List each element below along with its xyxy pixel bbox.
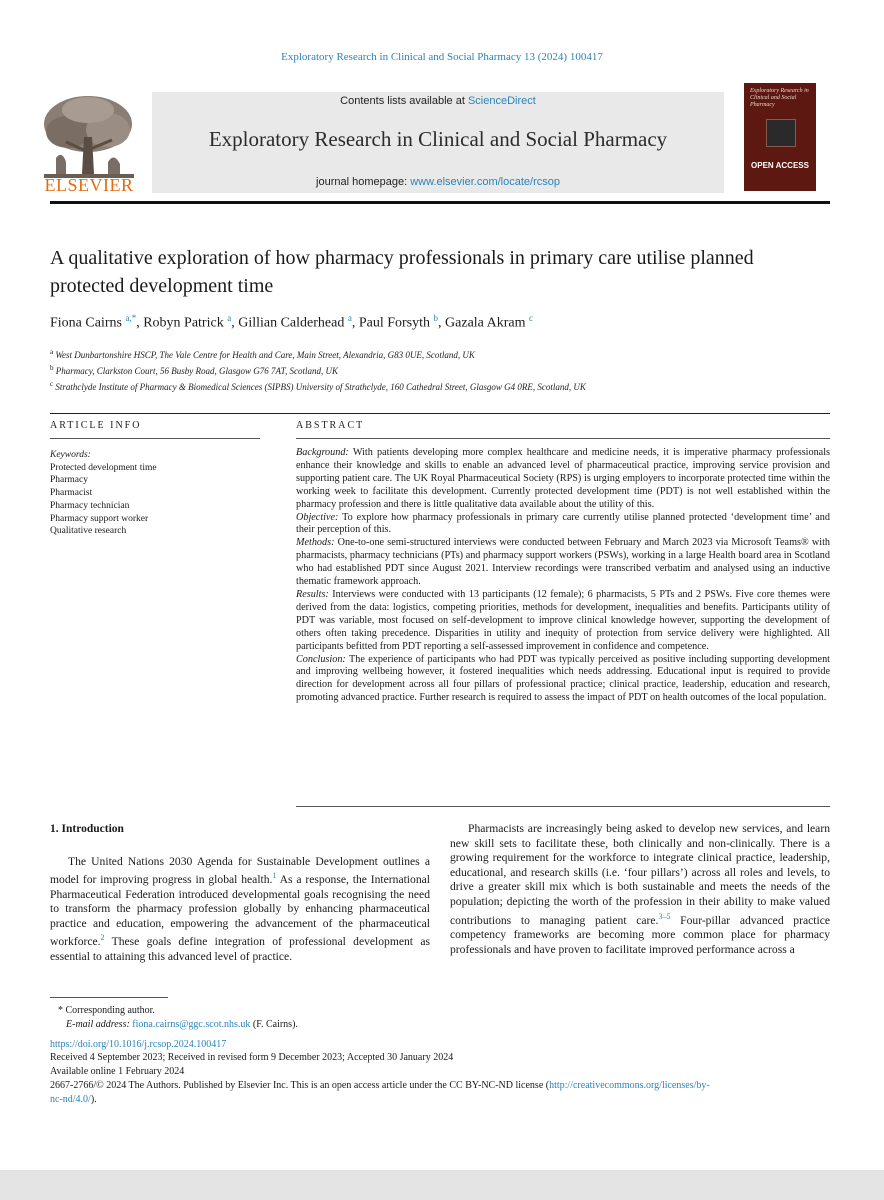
open-access-badge: OPEN ACCESS xyxy=(751,161,809,170)
contents-lists-line xyxy=(152,95,724,107)
available-online: Available online 1 February 2024 xyxy=(50,1066,185,1078)
section-label: Objective: xyxy=(296,511,339,523)
body-column-left xyxy=(50,822,430,964)
section-text: One-to-one semi-structured interviews were conducted between February and March 2023 via Microsoft Teams® with pharmacists, pharmacy technicians (PTs) and pharmacy support workers (PSWs), working in a large Health board area in Scotland who had established PDT since August 2021. Interview recordings were transcribed verbatim and analysed using an inductive thematic framework approach. xyxy=(296,537,830,588)
reference-link[interactable]: 2 xyxy=(100,933,105,943)
affiliation-text: Strathclyde Institute of Pharmacy & Biomedical Sciences (SIPBS) University of Strathclyde, 160 Cathedral Street, Glasgow G4 0RE, Scotland, UK xyxy=(55,382,586,392)
affiliation-mark: c xyxy=(50,380,54,388)
license-line xyxy=(50,1079,830,1093)
body-column-right xyxy=(450,822,830,957)
author-affiliation-mark[interactable]: a xyxy=(347,313,352,323)
author-name: Gazala Akram xyxy=(445,315,526,331)
author-name: Fiona Cairns xyxy=(50,315,122,331)
journal-cover-thumbnail[interactable] xyxy=(744,83,816,191)
header-divider xyxy=(50,201,830,204)
abstract-objective xyxy=(296,512,830,538)
section-label: Methods: xyxy=(296,537,335,549)
keyword: Pharmacy technician xyxy=(50,500,130,511)
abstract-results xyxy=(296,589,830,654)
journal-citation[interactable]: Exploratory Research in Clinical and Social Pharmacy 13 (2024) 100417 xyxy=(281,51,603,63)
author-affiliation-mark[interactable]: c xyxy=(529,313,533,323)
keyword: Qualitative research xyxy=(50,526,127,537)
cover-title: Exploratory Research in Clinical and Social Pharmacy xyxy=(750,88,809,108)
section-text: Interviews were conducted with 13 participants (12 female); 6 pharmacists, 5 PTs and 2 PSWs. Five core themes were derived from the data: logistics, competing priorities, methods for development, inequalities and benefits. Participants utility of PDT was variable, most focused on self-development to improve clinical knowledge however, supporting the development of others often taking precedence. Disparities in utility and inequity of protection from service delivery were highlighted. All participants befitted from PDT reporting a self-assessed improvement in confidence and competence. xyxy=(296,588,830,652)
viewer-background xyxy=(0,1170,884,1200)
section-text: With patients developing more complex healthcare and medicine needs, it is imperative pharmacy professionals enhance their knowledge and skills to enable an advanced level of pharmaceutical practice, improving service provision and supporting patient care. The UK Royal Pharmaceutical Society (RPS) is urging employers to incorporate protected time within the working week to facilitate this development. Currently protected development time (PDT) is not well established within the pharmacy profession and there is little qualitative data available about the utility of this. xyxy=(296,447,830,510)
author-affiliation-mark[interactable]: a,* xyxy=(125,313,137,323)
corresponding-author-note: * Corresponding author. xyxy=(58,1005,155,1016)
keyword: Pharmacist xyxy=(50,488,93,499)
abstract-conclusion xyxy=(296,654,830,706)
abstract-background xyxy=(296,447,830,512)
contents-prefix: Contents lists available at xyxy=(340,95,468,107)
received-dates: Received 4 September 2023; Received in revised form 9 December 2023; Accepted 30 January 2024 xyxy=(50,1052,454,1064)
email-link[interactable]: fiona.cairns@ggc.scot.nhs.uk xyxy=(132,1018,251,1030)
homepage-prefix: journal homepage: xyxy=(316,176,411,188)
affiliation-line xyxy=(50,378,830,394)
doi-line xyxy=(50,1038,830,1052)
email-suffix: (F. Cairns). xyxy=(250,1018,298,1030)
author-name: Paul Forsyth xyxy=(358,315,431,331)
keywords-block xyxy=(50,449,260,538)
reference-link[interactable]: 1 xyxy=(272,871,277,881)
journal-homepage-link[interactable]: www.elsevier.com/locate/rcsop xyxy=(410,176,560,188)
abstract-body xyxy=(296,447,830,705)
author-list: Fiona Cairns $^{a,*}$, Robyn Patrick $^a$, Gillian Calderhead $^a$, Paul Forsyth $^b$, Gazala Akram $^c$ xyxy=(50,313,533,331)
journal-homepage-line xyxy=(152,176,724,188)
license-link[interactable]: nc-nd/4.0/ xyxy=(50,1093,91,1105)
body-text: Pharmacists are increasingly being asked to develop new services, and learn new skill sets to facilitate these, both clinically and non-clinically. There is a growing requirement for the workforce to integrate clinical practice, leadership, educational, and research skills (i.e. ‘four pillars’) across all roles and levels, to drive a greater skill mix which is both sustainable and meets the needs of the population; depicting the worth of the profession in their ability to make valued contributions to managing patient care. xyxy=(450,822,830,927)
abstract-rule xyxy=(296,438,830,439)
keyword: Pharmacy xyxy=(50,475,88,486)
body-paragraph xyxy=(450,822,830,957)
email-line xyxy=(50,1018,830,1032)
author-affiliation-mark[interactable]: a xyxy=(227,313,232,323)
affiliation-text: Pharmacy, Clarkston Court, 56 Busby Road, Glasgow G76 7AT, Scotland, UK xyxy=(55,366,338,376)
body-text: These goals define integration of professional development as essential to attaining this advanced level of practice. xyxy=(50,935,430,963)
affiliation-mark: a xyxy=(50,348,54,356)
license-text: 2667-2766/© 2024 The Authors. Published by Elsevier Inc. This is an open access article under the CC BY-NC-ND license ( xyxy=(50,1079,550,1091)
journal-title: Exploratory Research in Clinical and Social Pharmacy xyxy=(208,127,668,151)
body-text: As a response, the International Pharmaceutical Federation introduced developmental goals recognising the need to transform the pharmacy profession globally by enhancing pharmaceutical practice and education, empowering the advancement of the pharmaceutical workforce. xyxy=(50,873,430,949)
section-label: Background: xyxy=(296,447,349,458)
author-affiliation-mark[interactable]: b xyxy=(433,313,439,323)
keyword: Pharmacy support worker xyxy=(50,513,149,524)
keyword: Protected development time xyxy=(50,462,157,473)
cover-image xyxy=(766,119,796,147)
doi-link[interactable]: https://doi.org/10.1016/j.rcsop.2024.100417 xyxy=(50,1038,227,1050)
footnotes xyxy=(50,1004,830,1107)
author-name: Gillian Calderhead xyxy=(238,315,345,331)
body-paragraph xyxy=(50,855,430,965)
body-text: Four-pillar advanced practice competency frameworks are becoming more common place for pharmacy professionals and have proven to facilitate improved performance across a xyxy=(450,913,830,956)
section-label: Conclusion: xyxy=(296,653,346,665)
license-text: ). xyxy=(90,1093,97,1105)
affiliations-divider xyxy=(50,413,830,414)
journal-header xyxy=(152,92,724,193)
article-info-rule xyxy=(50,438,260,439)
reference-link[interactable]: 3–5 xyxy=(658,911,671,921)
author-name: Robyn Patrick xyxy=(143,315,224,331)
article-title: A qualitative exploration of how pharmacy professionals in primary care utilise planned protected development time xyxy=(50,247,754,297)
body-text: The United Nations 2030 Agenda for Sustainable Development outlines a model for improving progress in global health. xyxy=(50,854,430,887)
abstract-end-rule xyxy=(296,806,830,807)
affiliation-text: West Dunbartonshire HSCP, The Vale Centre for Health and Care, Main Street, Alexandria, G83 0UE, Scotland, UK xyxy=(55,350,475,360)
affiliations xyxy=(50,346,830,394)
affiliation-line xyxy=(50,362,830,378)
section-heading: 1. Introduction xyxy=(50,823,124,835)
section-text: To explore how pharmacy professionals in primary care currently utilise planned protected ‘development time’ and their perception of this. xyxy=(296,511,830,536)
sciencedirect-link[interactable]: ScienceDirect xyxy=(467,95,536,107)
abstract-heading: ABSTRACT xyxy=(296,420,365,431)
affiliation-mark: b xyxy=(50,364,54,372)
affiliation-line xyxy=(50,346,830,362)
footnote-rule xyxy=(50,997,168,998)
license-link[interactable]: http://creativecommons.org/licenses/by- xyxy=(549,1079,710,1091)
publisher-name: ELSEVIER xyxy=(44,175,134,195)
abstract-methods xyxy=(296,537,830,589)
license-line-cont xyxy=(50,1093,830,1107)
article-info-heading: ARTICLE INFO xyxy=(50,420,142,431)
section-label: Results: xyxy=(296,588,329,600)
section-text: The experience of participants who had PDT was typically perceived as positive including supporting development and improving wellbeing however, it fostered inequalities which needs addressing. Educational input is required to provide direction for development across all four pillars of professional practice; clinical practice, leadership, education and research, promoting advanced practice. Further research is required to assess the impact of PDT on health outcomes of the local population. xyxy=(296,653,830,704)
keywords-label: Keywords: xyxy=(50,450,91,460)
email-label: E-mail address: xyxy=(66,1018,133,1030)
